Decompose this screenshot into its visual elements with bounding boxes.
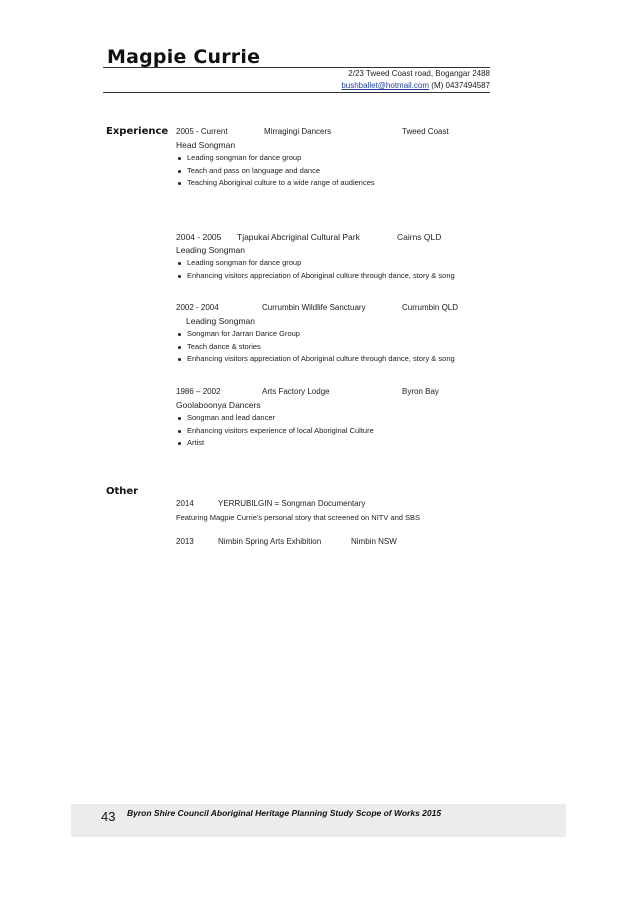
entry-dates: 2005 - Current xyxy=(176,127,228,136)
list-item: Leading songman for dance group xyxy=(176,257,496,270)
other-entry xyxy=(176,537,496,549)
entry-location: Cairns QLD xyxy=(397,232,442,242)
entry-org: Mirragingi Dancers xyxy=(264,127,332,136)
bullet-list xyxy=(176,152,496,190)
list-item: Enhancing visitors appreciation of Aboriginal culture through dance, story & song xyxy=(176,270,496,283)
entry-location: Byron Bay xyxy=(402,387,439,396)
entry-location: Tweed Coast xyxy=(402,127,449,136)
list-item: Songman for Jarran Dance Group xyxy=(176,328,496,341)
entry-dates: 1986 – 2002 xyxy=(176,387,221,396)
entry-role: Goolaboonya Dancers xyxy=(176,400,261,410)
experience-entry xyxy=(176,232,496,282)
other-year: 2014 xyxy=(176,499,194,508)
email-link[interactable]: bushballet@hotmail.com xyxy=(341,81,430,90)
header-rule-top xyxy=(103,67,490,68)
bullet-list xyxy=(176,328,496,366)
bullet-list xyxy=(176,257,496,282)
list-item: Songman and lead dancer xyxy=(176,412,496,425)
list-item: Enhancing visitors experience of local Aboriginal Culture xyxy=(176,425,496,438)
list-item: Enhancing visitors appreciation of Aboriginal culture through dance, story & song xyxy=(176,353,496,366)
list-item: Artist xyxy=(176,437,496,450)
address: 2/23 Tweed Coast road, Bogangar 2488 xyxy=(348,69,490,78)
page-footer xyxy=(71,804,566,837)
other-title: YERRUBILGIN = Songman Documentary xyxy=(218,499,366,508)
entry-role: Head Songman xyxy=(176,140,236,150)
entry-role: Leading Songman xyxy=(176,245,246,255)
resume-name: Magpie Currie xyxy=(107,46,261,68)
entry-org: Arts Factory Lodge xyxy=(262,387,330,396)
other-entry xyxy=(176,499,496,524)
other-title: Nimbin Spring Arts Exhibition xyxy=(218,537,322,546)
contact-line xyxy=(341,81,490,90)
list-item: Teach and pass on language and dance xyxy=(176,165,496,178)
experience-entry xyxy=(176,303,496,366)
list-item: Teach dance & stories xyxy=(176,341,496,354)
list-item: Teaching Aboriginal culture to a wide range of audiences xyxy=(176,177,496,190)
entry-org: Currumbin Wildlife Sanctuary xyxy=(262,303,366,312)
experience-entry xyxy=(176,387,496,450)
bullet-list xyxy=(176,412,496,450)
phone: (M) 0437494587 xyxy=(431,81,490,90)
list-item: Leading songman for dance group xyxy=(176,152,496,165)
entry-role: Leading Songman xyxy=(186,316,256,326)
footer-title: Byron Shire Council Aboriginal Heritage Planning Study Scope of Works 2015 xyxy=(127,808,442,818)
other-year: 2013 xyxy=(176,537,194,546)
entry-location: Currumbin QLD xyxy=(402,303,459,312)
other-description: Featuring Magpie Currie's personal story that screened on NITV and SBS xyxy=(176,513,421,522)
page-number: 43 xyxy=(101,809,116,824)
header-rule-bottom xyxy=(103,92,490,93)
section-experience: Experience xyxy=(106,126,169,137)
experience-entry xyxy=(176,127,496,190)
section-other: Other xyxy=(106,486,139,497)
entry-org: Tjapukai Abcriginal Cultural Park xyxy=(237,232,360,242)
other-location: Nimbin NSW xyxy=(351,537,397,546)
entry-dates: 2002 - 2004 xyxy=(176,303,219,312)
entry-dates: 2004 - 2005 xyxy=(176,232,222,242)
